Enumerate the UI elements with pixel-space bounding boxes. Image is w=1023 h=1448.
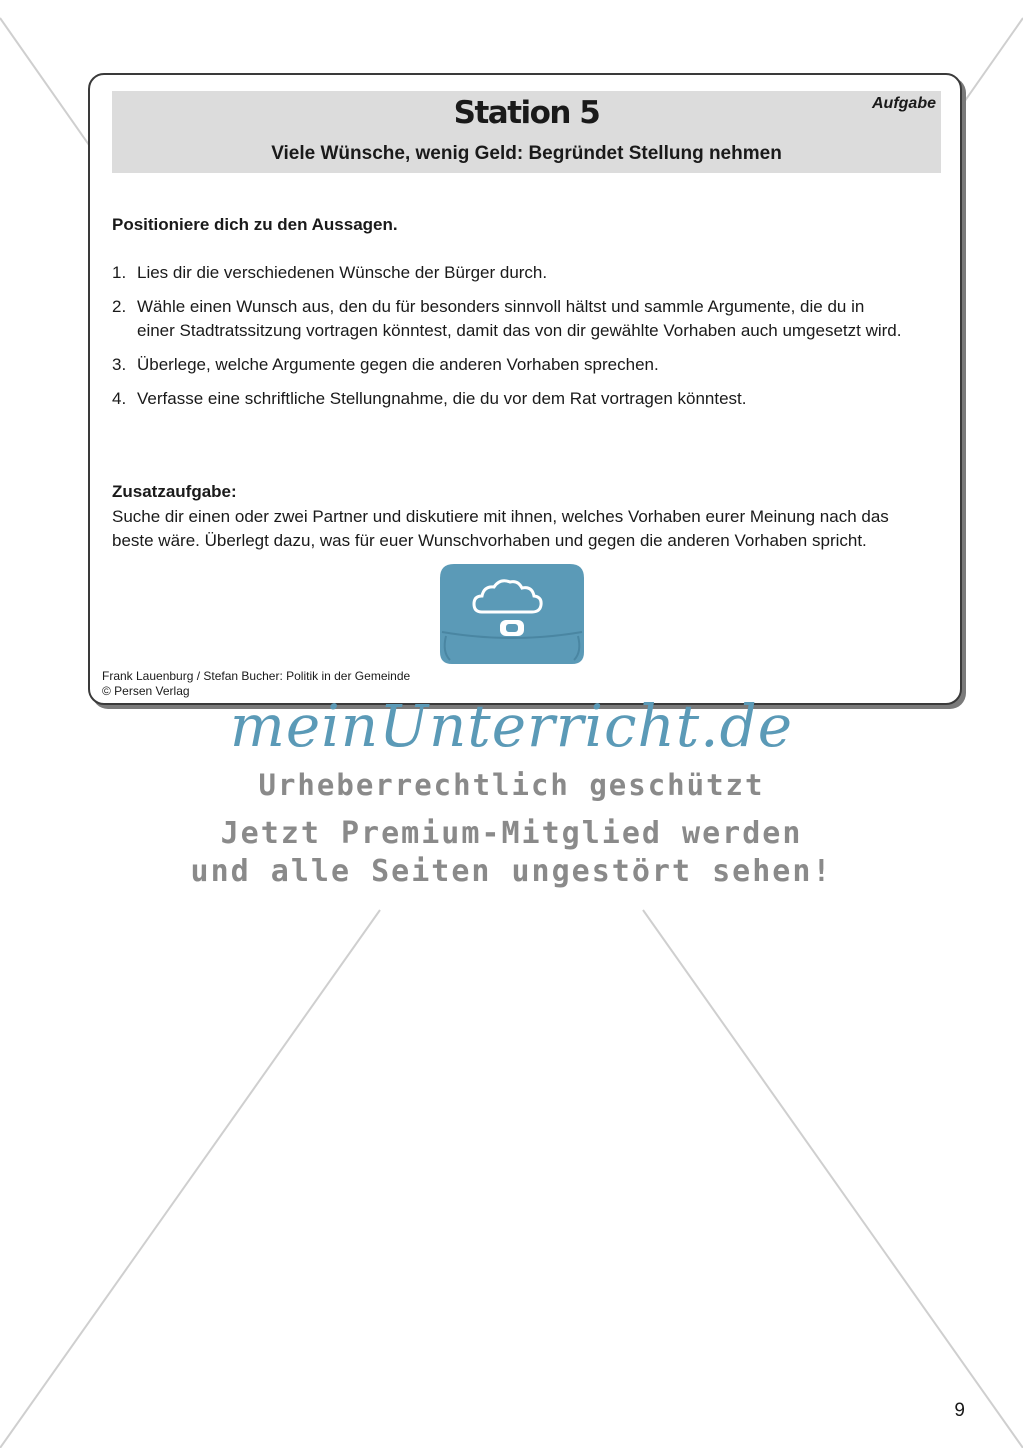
card-header: [112, 91, 941, 173]
briefcase-cloud-icon: [438, 560, 586, 666]
page-number: 9: [954, 1400, 965, 1421]
task-text: Lies dir die verschiedenen Wünsche der Bürger durch.: [137, 263, 548, 282]
credit-publisher: © Persen Verlag: [102, 684, 190, 698]
task-number: 3.: [112, 355, 127, 374]
credit-authors: Frank Lauenburg / Stefan Bucher: Politik in der Gemeinde: [102, 669, 411, 683]
station-title: Station 5: [453, 95, 600, 131]
extra-task-text: Suche dir einen oder zwei Partner und diskutiere mit ihnen, welches Vorhaben eurer Meinung nach das beste wäre. Überlegt dazu, was für euer Wunschvorhaben und gegen die anderen Vorhaben spricht.: [112, 507, 889, 550]
watermark-premium-sub: und alle Seiten ungestört sehen!: [190, 854, 833, 889]
task-list: [112, 261, 902, 421]
task-item: [112, 261, 902, 285]
task-text: Wähle einen Wunsch aus, den du für besonders sinnvoll hältst und sammle Argumente, die du in einer Stadtratssitzung vortragen könntest, damit das von dir gewählte Vorhaben auch umgesetzt wird.: [137, 297, 902, 340]
station-subtitle: Viele Wünsche, wenig Geld: Begründet Stellung nehmen: [271, 143, 782, 164]
task-number: 4.: [112, 389, 127, 408]
watermark-copyright: Urheberrechtlich geschützt: [258, 768, 765, 802]
task-item: [112, 387, 902, 411]
task-item: [112, 295, 902, 343]
task-text: Verfasse eine schriftliche Stellungnahme, die du vor dem Rat vortragen könntest.: [137, 389, 747, 408]
task-number: 1.: [112, 263, 127, 282]
watermark-premium: Jetzt Premium-Mitglied werden: [220, 816, 803, 851]
task-text: Überlege, welche Argumente gegen die anderen Vorhaben sprechen.: [137, 355, 659, 374]
instruction-heading: Positioniere dich zu den Aussagen.: [112, 215, 398, 234]
aufgabe-label: Aufgabe: [872, 95, 936, 112]
extra-task-heading: Zusatzaufgabe:: [112, 482, 237, 501]
task-item: [112, 353, 902, 377]
watermark-brand: meinUnterricht.de: [229, 692, 794, 760]
task-number: 2.: [112, 297, 127, 316]
